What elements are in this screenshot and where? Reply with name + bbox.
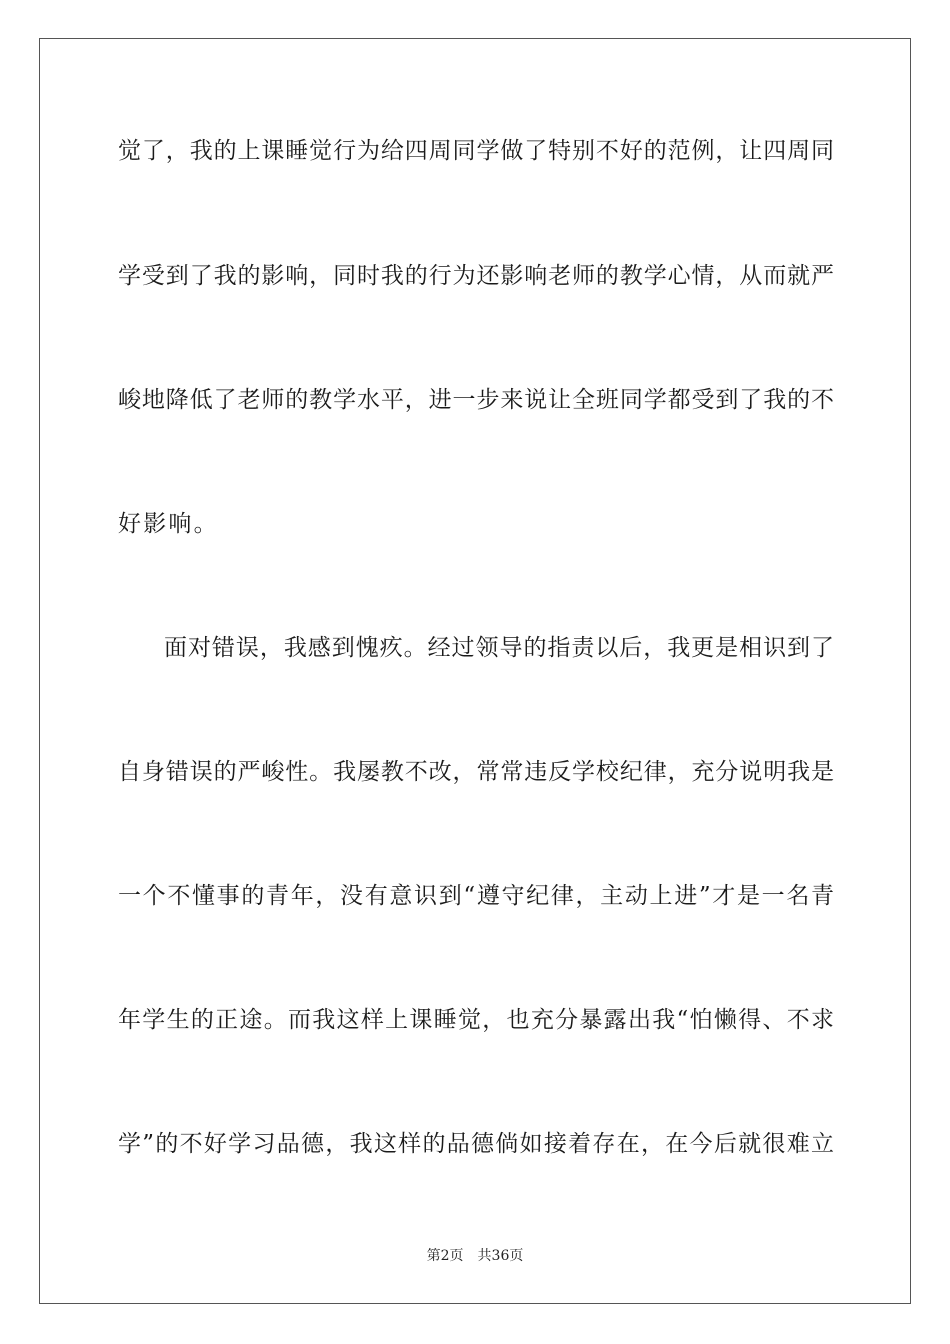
text-line: 学”的不好学习品德，我这样的品德倘如接着存在，在今后就很难立 [118, 1131, 834, 1157]
paragraph-first-line: 面对错误，我感到愧疚。经过领导的指责以后，我更是相识到了 [164, 635, 834, 661]
text-line: 觉了，我的上课睡觉行为给四周同学做了特别不好的范例，让四周同 [118, 138, 834, 164]
text-line: 一个不懂事的青年，没有意识到“遵守纪律，主动上进”才是一名青 [118, 883, 834, 909]
text-line: 学受到了我的影响，同时我的行为还影响老师的教学心情，从而就严 [118, 263, 834, 289]
text-line: 峻地降低了老师的教学水平，进一步来说让全班同学都受到了我的不 [118, 387, 834, 413]
page-border [39, 38, 911, 1304]
page-footer [0, 1247, 950, 1265]
text-line: 年学生的正途。而我这样上课睡觉，也充分暴露出我“怕懒得、不求 [118, 1007, 834, 1033]
text-line: 自身错误的严峻性。我屡教不改，常常违反学校纪律，充分说明我是 [118, 759, 834, 785]
page-number: 第2页 [426, 1248, 464, 1264]
total-pages: 共36页 [477, 1248, 524, 1264]
text-line: 好影响。 [118, 511, 219, 537]
